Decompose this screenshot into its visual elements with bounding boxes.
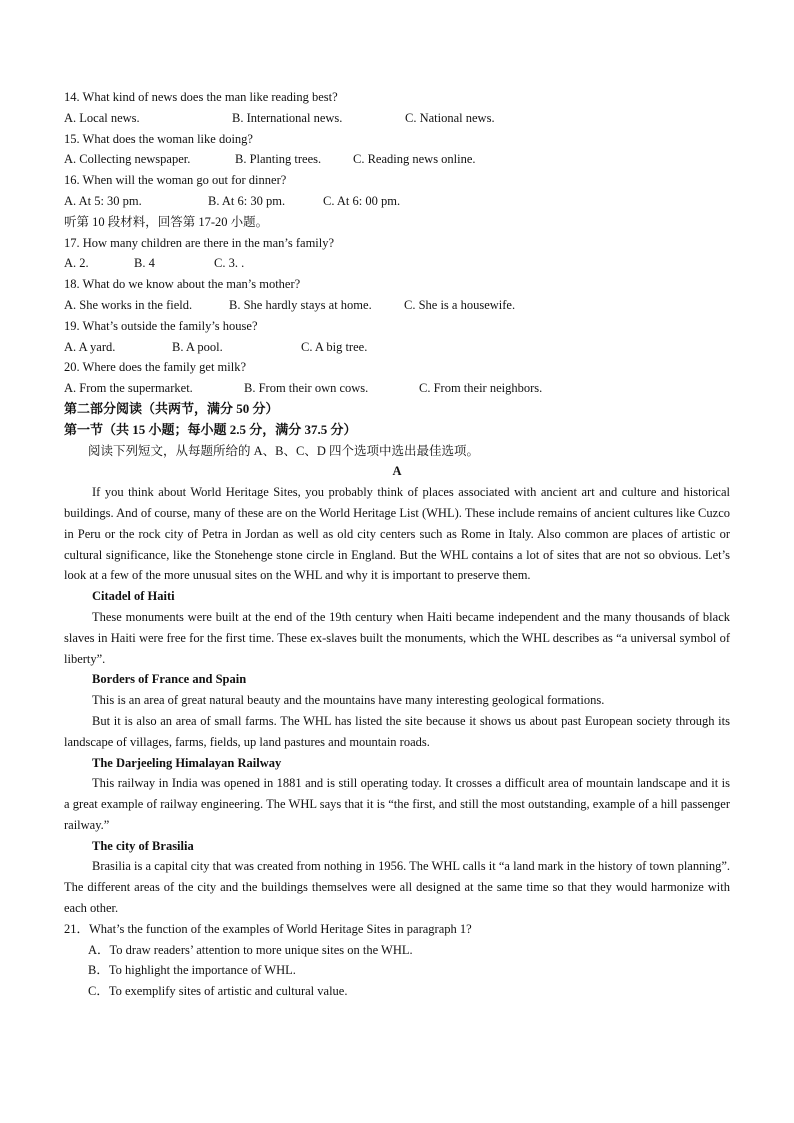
- option-c: C. A big tree.: [301, 339, 368, 354]
- option-a: A. At 5: 30 pm.: [64, 193, 142, 208]
- option-a: A. Local news.: [64, 110, 140, 125]
- option-a: A. A yard.: [64, 339, 116, 354]
- question-17: 17. How many children are there in the man’s family?: [64, 235, 335, 250]
- passage-letter: A: [392, 464, 402, 479]
- section-title-france-spain: Borders of France and Spain: [92, 672, 247, 687]
- options-19: [64, 337, 730, 358]
- options-16: [64, 191, 730, 212]
- options-20: [64, 378, 730, 399]
- options-17: [64, 253, 730, 274]
- section-title-haiti: Citadel of Haiti: [92, 589, 175, 604]
- option-b: B. International news.: [232, 110, 343, 125]
- intro-paragraph: If you think about World Heritage Sites, you probably think of places associated with ancient art and culture and historical buildings. And of course, many of these are on the World Heritage List (WHL). These include remains of ancient cultures like Cuzco in Peru or the rock city of Petra in Jordan as well as old city centers such as Rome in Italy. Also common are places of artistic or cultural significance, like the Stonehenge stone circle in England. But the WHL contains a lot of sites that are not so obvious. Let’s look at a few of the more unusual sites on the WHL and why it is important to preserve them.: [64, 485, 730, 583]
- question-15: 15. What does the woman like doing?: [64, 131, 253, 146]
- option-c: C. Reading news online.: [353, 152, 476, 167]
- option-b: B. Planting trees.: [235, 152, 322, 167]
- question-20: 20. Where does the family get milk?: [64, 360, 247, 375]
- section-title-brasilia: The city of Brasilia: [92, 838, 194, 853]
- paragraph-france-spain-1: This is an area of great natural beauty and the mountains have many interesting geological formations.: [92, 693, 605, 708]
- option-c: C. At 6: 00 pm.: [323, 193, 401, 208]
- paragraph-darjeeling: This railway in India was opened in 1881 and is still operating today. It crosses a difficult area of mountain landscape and it is a great example of railway engineering. The WHL says that it is “the first, and still the most outstanding, example of a hill passenger railway.”: [64, 776, 730, 832]
- question-14: 14. What kind of news does the man like reading best?: [64, 90, 338, 104]
- option-a: A. She works in the field.: [64, 297, 193, 312]
- question-16: 16. When will the woman go out for dinner?: [64, 173, 287, 188]
- section-one-title: 第一节（共 15 小题；每小题 2.5 分，满分 37.5 分）: [64, 421, 357, 437]
- q21-option-a: A．To draw readers’ attention to more unique sites on the WHL.: [88, 942, 413, 957]
- option-a: A. 2.: [64, 256, 89, 271]
- instruction: 阅读下列短文，从每题所给的 A、B、C、D 四个选项中选出最佳选项。: [88, 443, 479, 458]
- exam-page: [64, 87, 730, 1002]
- option-b: B. From their own cows.: [244, 381, 369, 396]
- option-b: B. A pool.: [172, 339, 223, 354]
- option-a: A. From the supermarket.: [64, 381, 193, 396]
- paragraph-haiti: These monuments were built at the end of the 19th century when Haiti became independent and the many thousands of black slaves in Haiti were free for the first time. These ex-slaves built the monuments, which the WHL describes as “a universal symbol of liberty”.: [64, 609, 730, 666]
- question-19: 19. What’s outside the family’s house?: [64, 318, 258, 333]
- part-two-title: 第二部分阅读（共两节，满分 50 分）: [64, 400, 279, 416]
- options-18: [64, 295, 730, 316]
- option-b: B. 4: [134, 256, 155, 271]
- paragraph-brasilia: Brasilia is a capital city that was created from nothing in 1956. The WHL calls it “a land mark in the history of town planning”. The different areas of the city and the buildings themselves were all designed at the same time so that they would harmonize with each other.: [64, 859, 730, 916]
- question-21: 21．What’s the function of the examples of World Heritage Sites in paragraph 1?: [64, 921, 472, 936]
- option-b: B. She hardly stays at home.: [229, 297, 372, 312]
- material-note: 听第 10 段材料，回答第 17-20 小题。: [64, 214, 269, 229]
- option-a: A. Collecting newspaper.: [64, 152, 191, 167]
- options-15: [64, 149, 730, 170]
- options-14: [64, 108, 730, 129]
- option-b: B. At 6: 30 pm.: [208, 193, 286, 208]
- paragraph-france-spain-2: But it is also an area of small farms. The WHL has listed the site because it shows us about past European society through its landscape of villages, farms, fields, up land pastures and mountain roads.: [64, 713, 730, 749]
- question-18: 18. What do we know about the man’s mother?: [64, 277, 301, 292]
- q21-option-c: C．To exemplify sites of artistic and cultural value.: [88, 984, 348, 999]
- option-c: C. National news.: [405, 110, 495, 125]
- option-c: C. She is a housewife.: [404, 297, 516, 312]
- option-c: C. From their neighbors.: [419, 381, 543, 396]
- option-c: C. 3. .: [214, 256, 245, 271]
- section-title-darjeeling: The Darjeeling Himalayan Railway: [92, 755, 282, 770]
- q21-option-b: B．To highlight the importance of WHL.: [88, 963, 296, 978]
